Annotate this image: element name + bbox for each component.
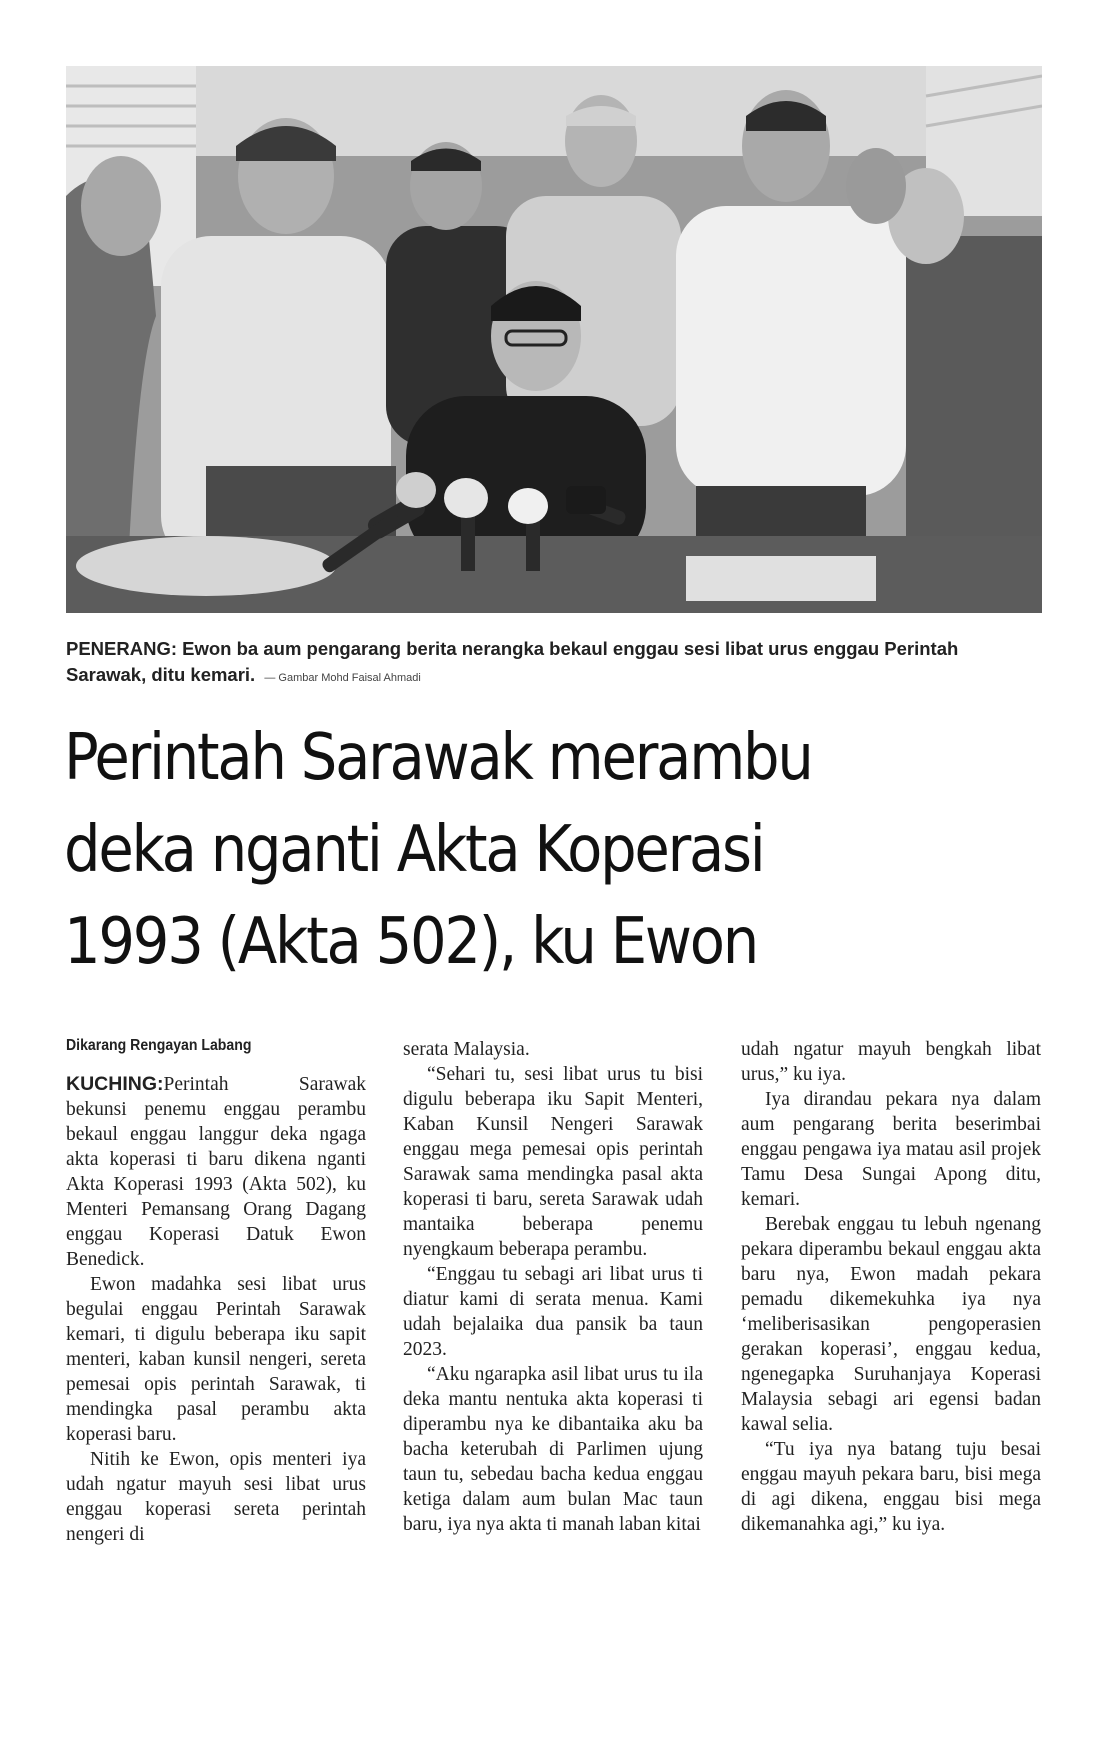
article-paragraph: “Sehari tu, sesi libat urus tu bisi digulu beberapa iku Sapit Menteri, Kaban Kunsil Nengeri Sarawak enggau mega pemesai opis perintah Sarawak sama mendingka pasal akta koperasi ti baru, sereta Sarawak udah mantaika beberapa penemu nyengkaum beberapa perambu.: [403, 1064, 703, 1260]
article-paragraph: “Aku ngarapka asil libat urus tu ila deka mantu nentuka akta koperasi ti diperambu nya ke dibantaika aku ba bacha keterubah di Parlimen ujung taun tu, sebedau bacha kedua enggau ketiga dalam aum bulan Mac taun baru, iya nya akta ti manah laban kitai: [403, 1364, 703, 1535]
article-paragraph: Berebak enggau tu lebuh ngenang pekara diperambu bekaul enggau akta baru nya, Ewon madah pekara pemadu dikemekuhka iya nya ‘meliberisasikan pengoperasien gerakan koperasi’, enggau kedua, ngenegapka Suruhanjaya Koperasi Malaysia sebagi ari egensi badan kawal selia.: [741, 1214, 1041, 1435]
article-paragraph: Nitih ke Ewon, opis menteri iya udah ngatur mayuh sesi libat urus enggau koperasi sereta perintah nengeri di: [66, 1449, 366, 1545]
article-column-1: [66, 1072, 366, 1547]
headline-line-3: 1993 (Akta 502), ku Ewon: [64, 905, 757, 979]
article-paragraph: udah ngatur mayuh bengkah libat urus,” ku iya.: [741, 1039, 1041, 1085]
press-conference-photo: [66, 66, 1042, 613]
article-paragraph: “Enggau tu sebagi ari libat urus ti diatur kami di serata menua. Kami udah bejalaika dua pansik ba taun 2023.: [403, 1264, 703, 1360]
article-column-2: [403, 1037, 703, 1537]
article-paragraph: “Tu iya nya batang tuju besai enggau mayuh pekara baru, bisi mega di agi dikena, enggau bisi mega dikemanahka agi,” ku iya.: [741, 1439, 1041, 1535]
photo-caption: [66, 636, 1042, 691]
photo-credit: — Gambar Mohd Faisal Ahmadi: [264, 672, 421, 684]
caption-label: PENERANG:: [66, 638, 178, 659]
article-column-3: [741, 1037, 1041, 1537]
caption-text: Ewon ba aum pengarang berita nerangka bekaul enggau sesi libat urus enggau Perintah Sarawak, ditu kemari.: [66, 638, 959, 685]
article-paragraph: KUCHING:Perintah Sarawak bekunsi penemu enggau perambu bekaul enggau langgur deka ngaga akta koperasi ti baru dikena nganti Akta Koperasi 1993 (Akta 502), ku Menteri Pemansang Orang Dagang enggau Koperasi Datuk Ewon Benedick.: [66, 1073, 366, 1270]
article-paragraph: Ewon madahka sesi libat urus begulai enggau Perintah Sarawak kemari, ti digulu beberapa iku sapit menteri, kaban kunsil nengeri, sereta pemesai opis perintah Sarawak, ti mendingka pasal perambu akta koperasi baru.: [66, 1274, 366, 1445]
article-paragraph: Iya dirandau pekara nya dalam aum pengarang berita beserimbai enggau pengawa iya matau asil projek Tamu Desa Sungai Apong ditu, kemari.: [741, 1089, 1041, 1210]
dateline: KUCHING:: [66, 1073, 164, 1095]
headline: [64, 712, 955, 988]
article-paragraph: serata Malaysia.: [403, 1039, 530, 1060]
headline-line-1: Perintah Sarawak merambu: [64, 721, 812, 795]
headline-line-2: deka nganti Akta Koperasi: [64, 813, 764, 887]
byline: Dikarang Rengayan Labang: [66, 1037, 252, 1054]
